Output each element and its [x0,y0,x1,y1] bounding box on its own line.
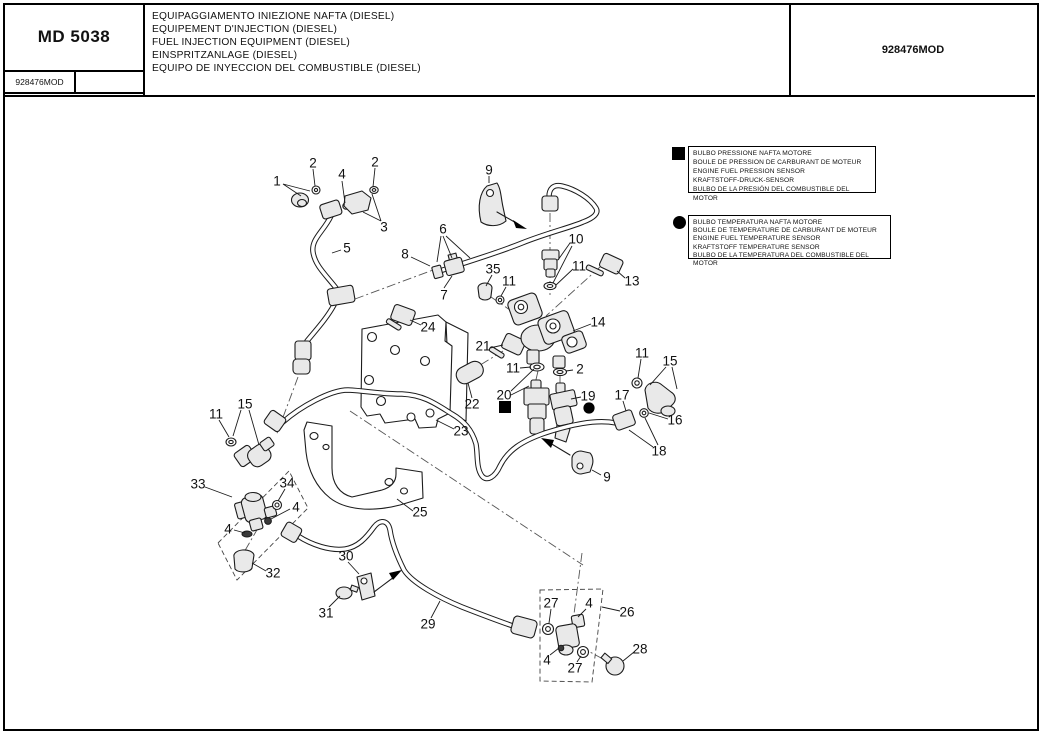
temperature-circle-marker [583,402,594,413]
part-callout-30: 30 [338,548,354,564]
title-french: EQUIPEMENT D'INJECTION (DIESEL) [152,24,338,35]
part-callout-32: 32 [265,565,281,581]
pressure-sensor-20 [524,380,549,434]
part-callout-9: 9 [485,162,493,178]
part-callout-25: 25 [412,504,428,520]
part-callout-2: 2 [309,155,317,171]
part-callout-10: 10 [568,231,584,247]
part-callout-15: 15 [237,396,253,412]
bolt-13 [586,252,624,276]
plug-35-and-oring-11 [478,283,504,304]
nut-32 [234,550,254,572]
clamp-bracket-9-top [479,183,506,226]
legend-line: BULBO DE LA TEMPERATURA DEL COMBUSTIBLE DEL MOTOR [693,251,869,268]
part-callout-26: 26 [619,604,635,620]
drawing-code-right: 928476MOD [881,44,945,56]
drawing-code-left: 928476MOD [15,77,64,87]
sensor-10-group [542,250,559,290]
part-callout-2: 2 [371,154,379,170]
part-callout-35: 35 [485,261,501,277]
part-callout-11: 11 [634,345,650,361]
support-bracket-25 [304,422,423,509]
part-callout-23: 23 [453,423,469,439]
bracket-30-bolt-31 [336,573,375,600]
part-callout-14: 14 [590,314,606,330]
part-callout-1: 1 [273,173,281,189]
part-callout-6: 6 [439,221,447,237]
part-callout-15: 15 [662,353,678,369]
part-callout-20: 20 [496,387,512,403]
part-callout-16: 16 [667,412,683,428]
legend-line: ENGINE FUEL PRESSION SENSOR [693,167,806,175]
part-callout-7: 7 [440,287,448,303]
pressure-square-marker [499,401,511,413]
title-italian: EQUIPAGGIAMENTO INIEZIONE NAFTA (DIESEL) [152,11,395,22]
alignment-axes [243,213,603,659]
part-callout-4: 4 [292,499,300,515]
part-callout-11: 11 [505,360,521,376]
part-callout-2: 2 [576,361,584,377]
legend-line: KRAFTSTOFF TEMPERATURE SENSOR [693,243,820,251]
title-german: EINSPRITZANLAGE (DIESEL) [152,50,298,61]
part-callout-28: 28 [632,641,648,657]
part-callout-11: 11 [208,406,224,422]
part-callout-33: 33 [190,476,206,492]
part-callout-13: 13 [624,273,640,289]
part-callout-3: 3 [380,219,388,235]
part-callout-34: 34 [279,475,295,491]
title-english: FUEL INJECTION EQUIPMENT (DIESEL) [152,37,350,48]
part-callout-5: 5 [343,240,351,256]
part-callout-22: 22 [464,396,480,412]
part-callout-29: 29 [420,616,436,632]
legend-line: KRAFTSTOFF-DRUCK-SENSOR [693,176,795,184]
elbow-union-15-right [632,378,675,417]
part-callout-9: 9 [603,469,611,485]
part-callout-8: 8 [401,246,409,262]
title-spanish: EQUIPO DE INYECCION DEL COMBUSTIBLE (DIESEL) [152,63,421,74]
part-callout-4: 4 [543,652,551,668]
part-callout-27: 27 [567,660,583,676]
part-callout-27: 27 [543,595,559,611]
fuel-pipe-5 [293,199,355,374]
legend-line: BULBO PRESSIONE NAFTA MOTORE [693,150,812,157]
fuel-pipe-29 [280,521,538,639]
part-callout-24: 24 [420,319,436,335]
legend-line: BULBO TEMPERATURA NAFTA MOTORE [693,219,823,226]
part-callout-11: 11 [501,273,517,289]
part-callout-4: 4 [224,521,232,537]
elbow-union-15-left [226,436,275,469]
legend-line: BOULE DE PRESSION DE CARBURANT DE MOTEUR [693,158,862,166]
part-callout-11: 11 [571,258,587,274]
part-callout-17: 17 [614,387,630,403]
part-callout-31: 31 [318,605,334,621]
temperature-sensor-19 [550,383,578,442]
part-callout-4: 4 [338,166,346,182]
part-callout-18: 18 [651,443,667,459]
part-callout-21: 21 [475,338,491,354]
model-number: MD 5038 [37,27,111,46]
legend-line: ENGINE FUEL TEMPERATURE SENSOR [693,235,821,243]
legend-line: BULBO DE LA PRESIÓN DEL COMBUSTIBLE DEL MOTOR [693,185,850,202]
part-callout-19: 19 [580,388,596,404]
legend-line: BOULE DE TEMPERATURE DE CARBURANT DE MOTEUR [693,227,877,235]
part-callout-4: 4 [585,595,593,611]
pipe-clamp-9 [572,451,593,474]
fitting-26-group [543,614,625,675]
